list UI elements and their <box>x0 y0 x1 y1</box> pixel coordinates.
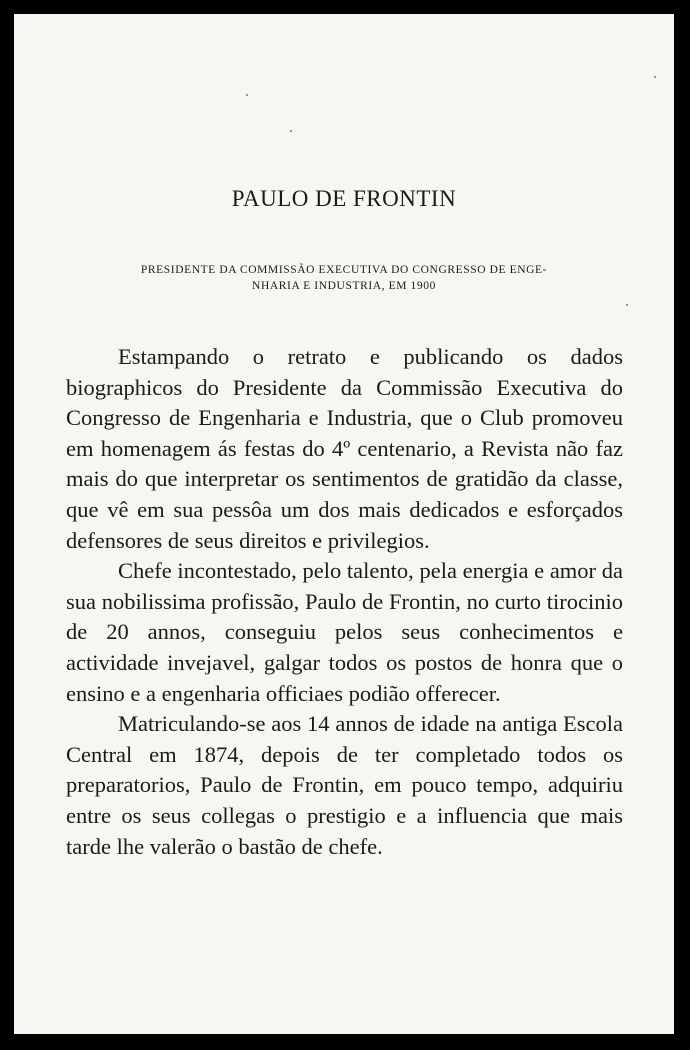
document-body <box>66 342 623 862</box>
paper-speck <box>626 304 628 306</box>
document-title: PAULO DE FRONTIN <box>231 186 457 211</box>
paper-speck <box>654 76 656 78</box>
paper-speck <box>290 130 292 132</box>
document-subtitle <box>64 262 624 294</box>
paper-speck <box>246 94 248 96</box>
paragraph-3: Matriculando-se aos 14 annos de idade na antiga Escola Central em 1874, depois de ter completado todos os preparatorios, Paulo de Frontin, em pouco tempo, adquiriu entre os seus collegas o prestigio e a influencia que mais tarde lhe valerão o bastão de chefe. <box>66 711 623 859</box>
subtitle-line-1: PRESIDENTE DA COMMISSÃO EXECUTIVA DO CONGRESSO DE ENGE- <box>140 264 548 276</box>
document-page <box>14 14 674 1034</box>
paragraph-2: Chefe incontestado, pelo talento, pela energia e amor da sua nobilissima profissão, Paulo de Frontin, no curto tirocinio de 20 annos, conseguiu pelos seus conhecimentos e actividade invejavel, galgar todos os postos de honra que o ensino e a engenharia officiaes podião offerecer. <box>66 558 623 706</box>
paragraph-1: Estampando o retrato e publicando os dados biographicos do Presidente da Commissão Executiva do Congresso de Engenharia e Industria, que o Club promoveu em homenagem ás festas do 4º centenario, a Revista não faz mais do que interpretar os sentimentos de gratidão da classe, que vê em sua pessôa um dos mais dedicados e esforçados defensores de seus direitos e privilegios. <box>66 344 623 553</box>
subtitle-line-2: NHARIA E INDUSTRIA, EM 1900 <box>252 280 436 292</box>
